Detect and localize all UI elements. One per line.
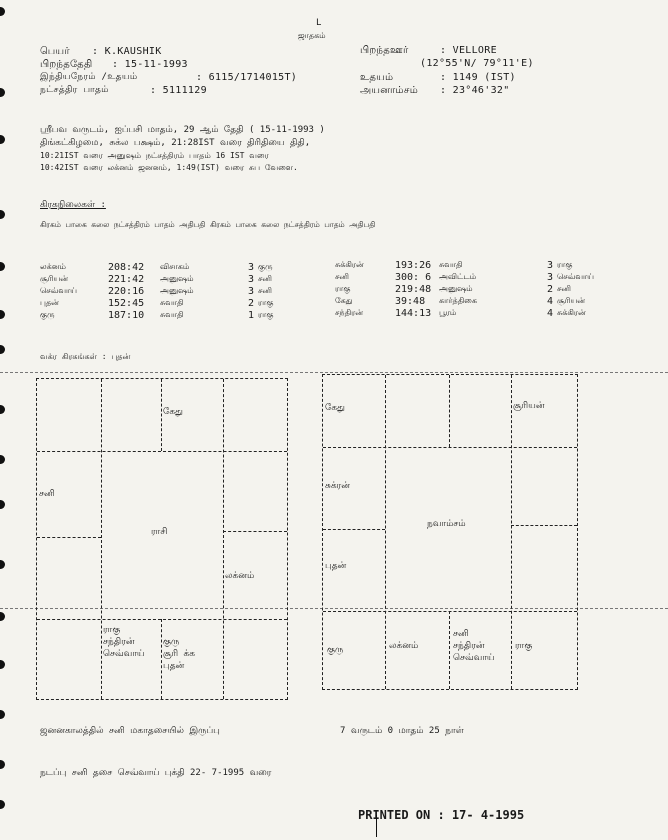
star-value: : 5111129 [150, 85, 207, 96]
planet-star: சுவாதி [439, 260, 463, 269]
binder-hole [0, 345, 5, 354]
planet-lord: சனி [258, 274, 272, 283]
binder-hole [0, 500, 5, 509]
rasi-cell-ketu: கேது [163, 407, 183, 417]
binder-hole [0, 7, 5, 16]
planet-star: அனுஷம் [439, 284, 473, 293]
rasi-cell-suriyan: சூரி க்க [163, 649, 196, 659]
retro-planets-label: வக்ர கிரகங்கள் : புதன் [40, 352, 131, 361]
description-line: திங்கட்கிழமை, சுக்ல பக்ஷம், 21:28IST வரை திரிதியை திதி, [40, 138, 311, 148]
navamsa-cell-raagu: ராகு [515, 641, 533, 651]
time-label: இந்தியநேரம் /உதயம் [40, 72, 138, 82]
planet-name: சுக்கிரன் [335, 260, 364, 269]
planet-lord: சனி [258, 286, 272, 295]
binder-hole [0, 405, 5, 414]
ayanamsa-label: அயனாம்சம் [360, 85, 419, 96]
rasi-cell-sevvai: செவ்வாய் [103, 649, 145, 659]
name-value: : K.KAUSHIK [92, 46, 162, 57]
planet-deg: 144:13 [395, 308, 432, 319]
planet-star: விசாகம் [160, 262, 190, 271]
planet-deg: 221:42 [108, 274, 145, 285]
planet-deg: 193:26 [395, 260, 432, 271]
description-line: 10:42IST வரை லக்னம் ஜனனம், 1:49(IST) வரை சுப வேளை. [40, 163, 298, 172]
binder-hole [0, 560, 5, 569]
sunrise-value: : 1149 (IST) [440, 72, 516, 83]
planet-deg: 208:42 [108, 262, 145, 273]
place-value: : VELLORE [440, 45, 497, 56]
binder-hole [0, 88, 5, 97]
rasi-cell-sani: சனி [39, 489, 55, 499]
dob-label: பிறந்ததேதி [40, 59, 93, 70]
name-label: பெயர் [40, 46, 70, 57]
paper-fold [0, 372, 668, 373]
planet-pada: 2 [248, 298, 255, 309]
rasi-center-label: ராசி [151, 527, 168, 537]
planet-lord: குரு [258, 262, 273, 271]
binder-hole [0, 760, 5, 769]
planet-deg: 187:10 [108, 310, 145, 321]
planet-name: சந்திரன் [335, 308, 364, 317]
navamsa-cell-chandran: சந்திரன் [453, 641, 485, 651]
planet-lord: சூரியன் [557, 296, 586, 305]
navamsa-center-label: நவாம்சம் [427, 519, 466, 529]
planet-name: ராகு [335, 284, 351, 293]
rasi-cell-chandran: சந்திரன் [103, 637, 135, 647]
planet-pada: 3 [547, 260, 554, 271]
planet-table-header: கிரகம் பாகை கலை நட்சத்திரம் பாதம் அதிபதி கிரகம் பாகை கலை நட்சத்திரம் பாதம் அதிபதி [40, 220, 376, 229]
planet-deg: 220:16 [108, 286, 145, 297]
binder-hole [0, 310, 5, 319]
planet-star: சுவாதி [160, 298, 184, 307]
dob-value: : 15-11-1993 [112, 59, 188, 70]
planet-pada: 1 [248, 310, 255, 321]
section-title: கிரகநிலைகள் : [40, 200, 106, 210]
planet-name: லக்னம் [40, 262, 66, 271]
current-dasa: நடப்பு சனி தசை செவ்வாய் புக்தி 22- 7-1995 வரை [40, 768, 272, 778]
planet-star: பூரம் [439, 308, 457, 317]
binder-hole [0, 210, 5, 219]
navamsa-cell-sukran: சுக்ரன் [325, 481, 351, 491]
binder-hole [0, 660, 5, 669]
navamsa-cell-puthan: புதன் [325, 561, 347, 571]
planet-lord: சுக்கிரன் [557, 308, 586, 317]
planet-lord: சனி [557, 284, 571, 293]
planet-deg: 300: 6 [395, 272, 432, 283]
planet-name: செவ்வாய் [40, 286, 78, 295]
rasi-chart [36, 378, 288, 700]
planet-star: சுவாதி [160, 310, 184, 319]
printed-on: PRINTED ON : 17- 4-1995 [358, 808, 525, 822]
time-value: : 6115/1714015T) [196, 72, 298, 83]
planet-deg: 39:48 [395, 296, 426, 307]
latlong-value: (12°55'N/ 79°11'E) [420, 58, 534, 69]
dasa-balance-label: ஜனனகாலத்தில் சனி மகாதசையில் இருப்பு [40, 726, 220, 736]
binder-hole [0, 710, 5, 719]
planet-star: அனுஷம் [160, 286, 194, 295]
binder-hole [0, 262, 5, 271]
planet-lord: ராகு [258, 310, 274, 319]
planet-deg: 219:48 [395, 284, 432, 295]
navamsa-cell-guru: குரு [327, 645, 344, 655]
binder-hole [0, 455, 5, 464]
binder-hole [0, 800, 5, 809]
planet-pada: 4 [547, 308, 554, 319]
planet-name: கேது [335, 296, 353, 305]
planet-pada: 3 [248, 286, 255, 297]
planet-star: அனுஷம் [160, 274, 194, 283]
navamsa-cell-lagnam: லக்னம் [389, 641, 419, 651]
planet-pada: 4 [547, 296, 554, 307]
rasi-cell-lagnam: லக்னம் [225, 571, 255, 581]
planet-pada: 3 [547, 272, 554, 283]
navamsa-cell-sani: சனி [453, 629, 469, 639]
navamsa-chart [322, 374, 578, 690]
planet-lord: ராகு [557, 260, 573, 269]
planet-star: கார்த்திகை [439, 296, 477, 305]
planet-lord: ராகு [258, 298, 274, 307]
place-label: பிறந்தஊர் [360, 45, 409, 56]
binder-hole [0, 135, 5, 144]
navamsa-cell-suriyan: சூரியன் [513, 401, 545, 411]
star-label: நட்சத்திர பாதம் [40, 85, 109, 95]
doc-title: ஜாதகம் [298, 31, 326, 40]
description-line: 10:21IST வரை அனுஷம் நட்சத்திரம் பாதம் 16 IST வரை [40, 151, 269, 160]
planet-deg: 152:45 [108, 298, 145, 309]
navamsa-cell-ketu: கேது [325, 403, 345, 413]
planet-name: சூரியன் [40, 274, 69, 283]
planet-lord: செவ்வாய் [557, 272, 595, 281]
planet-name: சனி [335, 272, 349, 281]
planet-name: குரு [40, 310, 55, 319]
rasi-cell-puthan: புதன் [163, 661, 185, 671]
planet-pada: 3 [248, 262, 255, 273]
rasi-cell-guru: குரு [163, 637, 180, 647]
rasi-cell-raagu: ராகு [103, 625, 121, 635]
binder-hole [0, 612, 5, 621]
page-number: L [316, 18, 322, 28]
dasa-balance-values: 7 வருடம் 0 மாதம் 25 நாள் [340, 726, 464, 736]
printed-on-mark [376, 815, 377, 837]
navamsa-cell-sevvai: செவ்வாய் [453, 653, 495, 663]
ayanamsa-value: : 23°46'32" [440, 85, 510, 96]
description-line: ஸ்ரீபவ வருடம், ஐப்பசி மாதம், 29 ஆம் தேதி ( 15-11-1993 ) [40, 125, 325, 135]
planet-pada: 3 [248, 274, 255, 285]
sunrise-label: உதயம் [360, 72, 394, 83]
planet-name: புதன் [40, 298, 59, 307]
planet-pada: 2 [547, 284, 554, 295]
planet-star: அவிட்டம் [439, 272, 477, 281]
